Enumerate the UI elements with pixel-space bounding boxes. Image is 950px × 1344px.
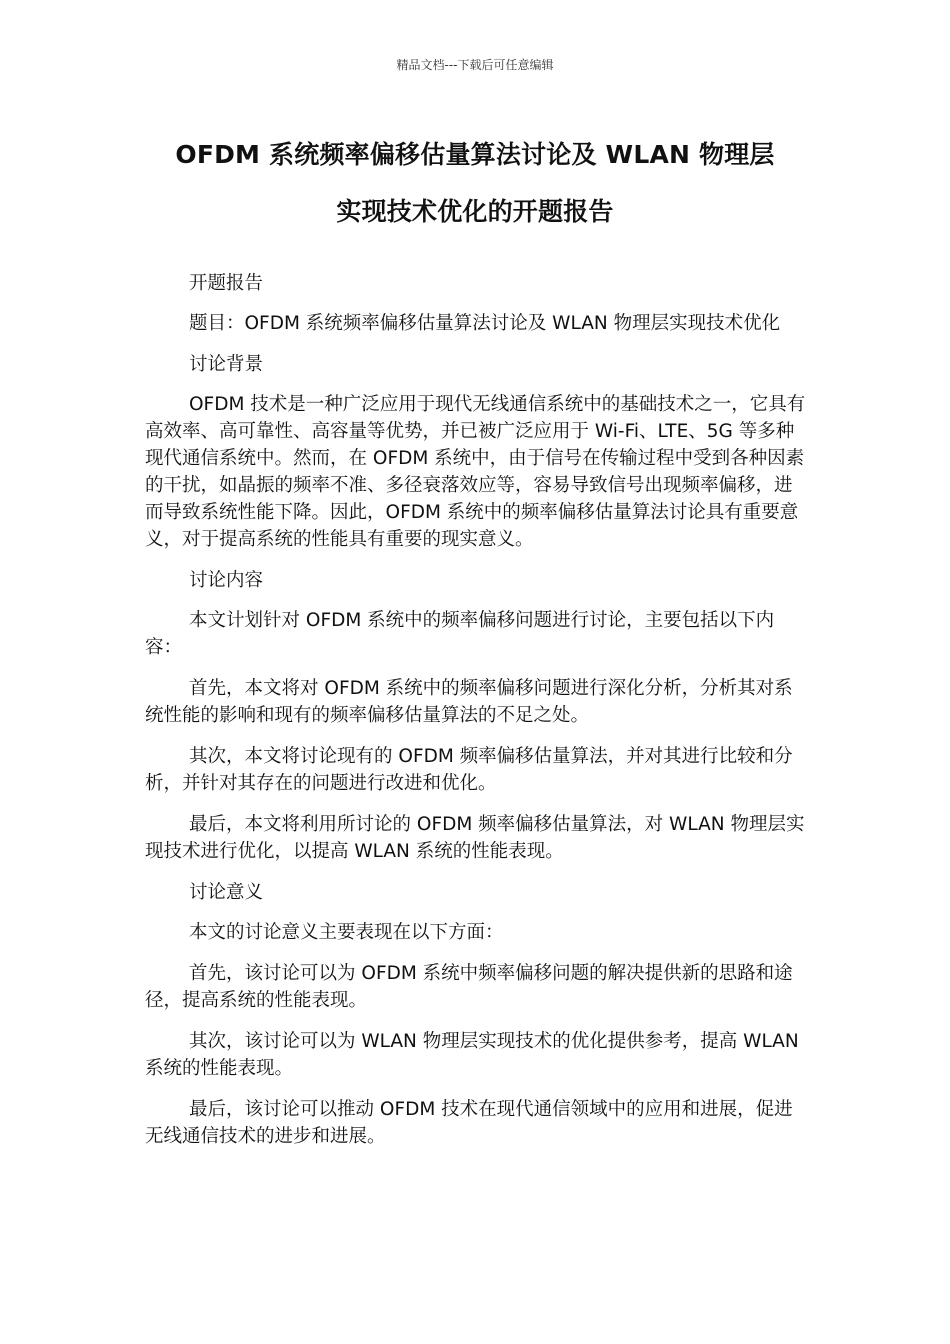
content-first-paragraph: 首先，本文将对 OFDM 系统中的频率偏移问题进行深化分析，分析其对系统性能的影响和现有的频率偏移估量算法的不足之处。 — [145, 678, 793, 726]
significance-second-paragraph: 其次，该讨论可以为 WLAN 物理层实现技术的优化提供参考，提高 WLAN 系统的性能表现。 — [145, 1031, 799, 1079]
content-final-paragraph: 最后，本文将利用所讨论的 OFDM 频率偏移估量算法，对 WLAN 物理层实现技术进行优化，以提高 WLAN 系统的性能表现。 — [145, 814, 805, 862]
content-intro-paragraph: 本文计划针对 OFDM 系统中的频率偏移问题进行讨论，主要包括以下内容： — [145, 610, 775, 658]
background-paragraph: OFDM 技术是一种广泛应用于现代无线通信系统中的基础技术之一，它具有高效率、高可靠性、高容量等优势，并已被广泛应用于 Wi-Fi、LTE、5G 等多种现代通信系统中。然而，在 OFDM 系统中，由于信号在传输过程中受到各种因素的干扰，如晶振的频率不准、多径衰落效应等，容易导致信号出现频率偏移，进而导致系统性能下降。因此，OFDM 系统中的频率偏移估量算法讨论具有重要意义，对于提高系统的性能具有重要的现实意义。 — [145, 394, 806, 550]
background-heading: 讨论背景 — [189, 354, 264, 375]
significance-final-paragraph: 最后，该讨论可以推动 OFDM 技术在现代通信领域中的应用和进展，促进无线通信技术的进步和进展。 — [145, 1099, 793, 1147]
content-heading: 讨论内容 — [189, 570, 264, 591]
significance-heading: 讨论意义 — [189, 882, 264, 903]
document-body — [145, 270, 808, 1164]
significance-first-paragraph: 首先，该讨论可以为 OFDM 系统中频率偏移问题的解决提供新的思路和途径，提高系统的性能表现。 — [145, 963, 793, 1011]
content-second-paragraph: 其次，本文将讨论现有的 OFDM 频率偏移估量算法，并对其进行比较和分析，并针对其存在的问题进行改进和优化。 — [145, 746, 793, 794]
page-header: 精品文档---下载后可任意编辑 — [396, 58, 554, 72]
topic-paragraph: 题目：OFDM 系统频率偏移估量算法讨论及 WLAN 物理层实现技术优化 — [189, 313, 781, 334]
significance-intro-paragraph: 本文的讨论意义主要表现在以下方面： — [189, 922, 504, 943]
report-label: 开题报告 — [189, 273, 264, 294]
document-title-line-2: 实现技术优化的开题报告 — [336, 197, 614, 226]
document-title-line-1: OFDM 系统频率偏移估量算法讨论及 WLAN 物理层 — [175, 140, 775, 169]
